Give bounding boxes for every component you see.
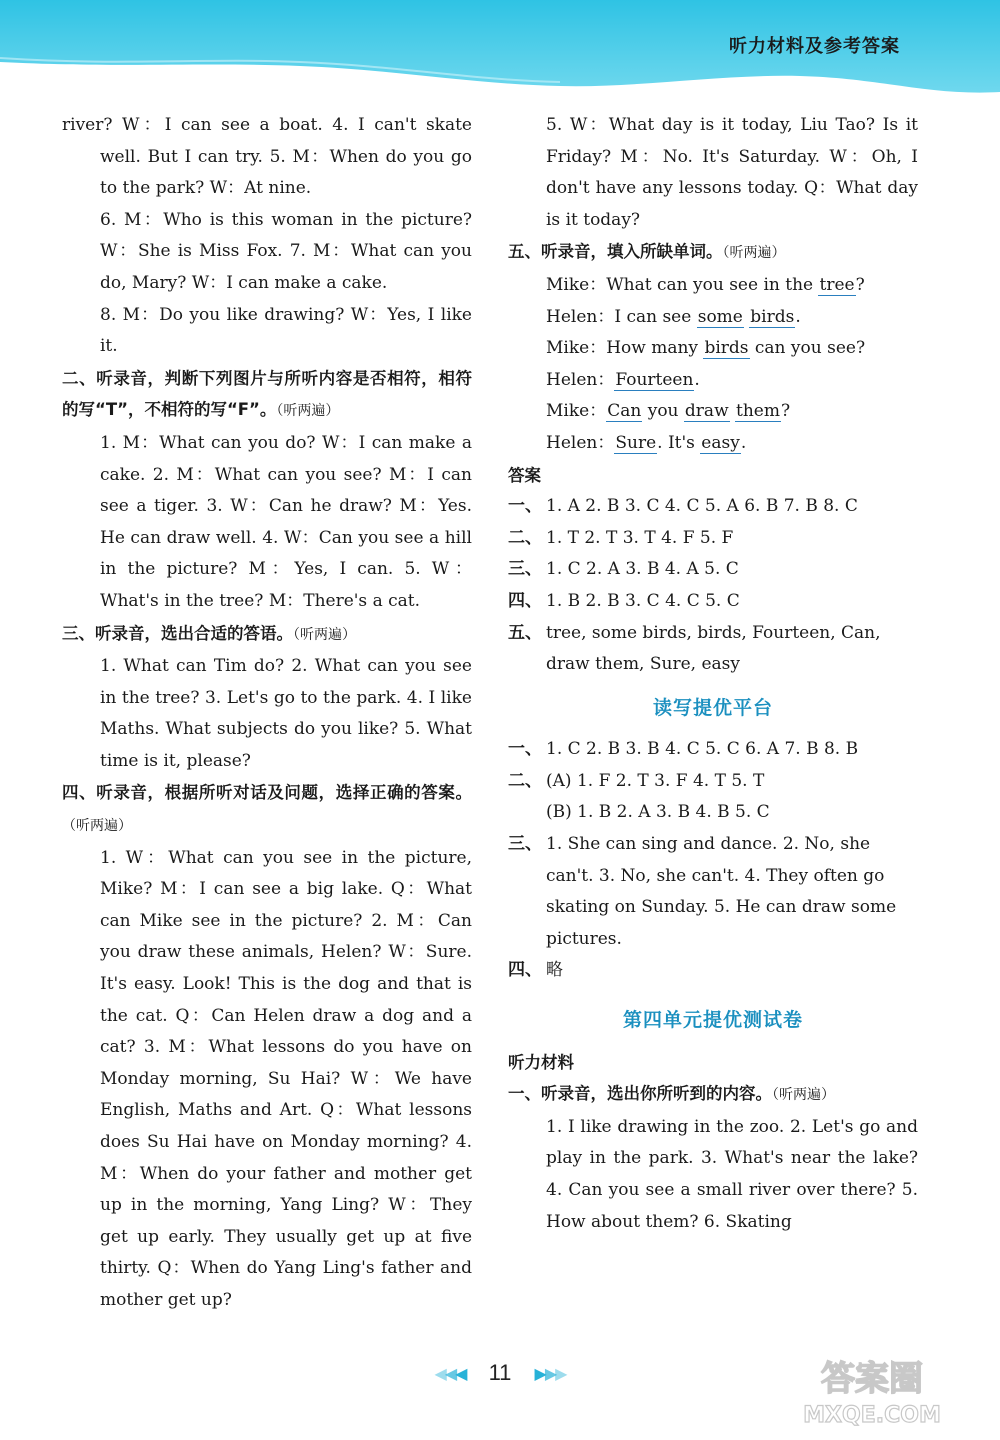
filled-blank: some [697, 306, 743, 327]
dialog-text: you [642, 401, 684, 422]
unit-section-1-title [508, 1078, 918, 1112]
dialog-line [508, 302, 918, 334]
section-3-title [62, 618, 472, 652]
section-3-note: （听两遍） [293, 626, 356, 643]
read-write-title: 读写提优平台 [652, 696, 773, 719]
answer-row [508, 554, 918, 586]
answer-text: 1. She can sing and dance. 2. No, she can't. 3. No, she can't. 4. They often go skating on Sunday. 5. He can draw some pictures. [546, 834, 897, 949]
answer-row [508, 618, 918, 681]
filled-blank: easy [701, 432, 740, 453]
dialog-text: Helen： [546, 369, 615, 390]
answer-text: 1. C 2. B 3. B 4. C 5. C 6. A 7. B 8. B [546, 739, 859, 760]
answer-text: 略 [546, 960, 563, 981]
dialog-text: can you see? [749, 338, 866, 359]
answer-row [508, 586, 918, 618]
section-2-title [62, 363, 472, 428]
dialog-line [508, 396, 918, 428]
read-write-answers [508, 734, 918, 987]
filled-blank: them [736, 401, 780, 422]
svg-text:答案圈: 答案圈 [821, 1359, 923, 1399]
read-write-answer-row [508, 829, 918, 955]
answer-text: (B) 1. B 2. A 3. B 4. B 5. C [546, 802, 770, 823]
section-2-title-text: 二、听录音，判断下列图片与所听内容是否相符，相符的写“T”，不相符的写“F”。 [62, 368, 472, 420]
section-4-title-text: 四、听录音，根据所听对话及问题，选择正确的答案。 [62, 783, 472, 803]
dialog-line [508, 365, 918, 397]
answer-text: 1. T 2. T 3. T 4. F 5. F [546, 527, 734, 548]
section-5-title-text: 五、听录音，填入所缺单词。 [508, 242, 723, 262]
section-3-title-text: 三、听录音，选出合适的答语。 [62, 623, 293, 643]
filled-blank: Fourteen [615, 369, 694, 390]
section-4-body: 1. W：What can you see in the picture, Mike? M：I can see a big lake. Q：What can Mike see in the picture? 2. M：Can you draw these animals, Helen? W：Sure. It's easy. Look! This is the dog and that is the cat. Q：Can Helen draw a dog and a cat? 3. M：What lessons do you have on Monday morning, Su Hai? W：We have English, Maths and Art. Q：What lessons does Su Hai have on Monday morning? 4. M：When do your father and mother get up in the morning, Yang Ling? W：They get up early. They usually get up at five thirty. Q：When do Yang Ling's father and mother get up? [100, 847, 472, 1310]
fill-in-dialog [508, 270, 918, 460]
dialog-text: . [740, 432, 747, 453]
dialog-line [508, 270, 918, 302]
answer-label [508, 797, 546, 829]
unit-test-title: 第四单元提优测试卷 [622, 1009, 803, 1032]
section-4-note: （听两遍） [62, 818, 132, 835]
right-continued-1: 5. W：What day is it today, Liu Tao? Is it Friday? M：No. It's Saturday. W：Oh, I don't have any lessons today. Q：What day is it today? [546, 115, 918, 230]
svg-text:MXQE.COM: MXQE.COM [803, 1403, 941, 1428]
header-title: 听力材料及参考答案 [729, 36, 900, 57]
prev-arrows-icon: ◀◀◀ [434, 1363, 466, 1383]
answer-label: 三、 [508, 559, 542, 580]
filled-blank: birds [750, 306, 795, 327]
answers-list [508, 491, 918, 681]
filled-blank: Can [607, 401, 642, 422]
dialog-text: Helen：I can see [546, 306, 697, 327]
filled-blank: tree [819, 274, 855, 295]
dialog-text: Helen： [546, 432, 615, 453]
answer-text: tree, some birds, birds, Fourteen, Can, draw them, Sure, easy [546, 622, 881, 675]
left-continued-3: 8. M：Do you like drawing? W：Yes, I like it. [100, 304, 472, 357]
answer-text: 1. B 2. B 3. C 4. C 5. C [546, 590, 740, 611]
answer-label: 三、 [508, 834, 542, 855]
left-column [62, 110, 472, 1317]
read-write-answer-row [508, 734, 918, 766]
answer-text: (A) 1. F 2. T 3. F 4. T 5. T [546, 770, 765, 791]
section-2-body: 1. M：What can you do? W：I can make a cake. 2. M：What can you see? M：I can see a tiger. 3. W：Can he draw? M：Yes. He can draw well. 4. W：Can you see a hill in the picture? M：Yes, I can. 5. W：What's in the tree? M：There's a cat. [100, 432, 472, 611]
next-arrows-icon: ▶▶▶ [534, 1363, 566, 1383]
answer-text: 1. C 2. A 3. B 4. A 5. C [546, 559, 739, 580]
answer-text: 1. A 2. B 3. C 4. C 5. A 6. B 7. B 8. C [546, 496, 858, 517]
left-continued-2: 6. M：Who is this woman in the picture? W：She is Miss Fox. 7. M：What can you do, Mary? W：I can make a cake. [100, 209, 472, 293]
listening-material-label: 听力材料 [508, 1052, 574, 1072]
left-continued-1: river? W：I can see a boat. 4. I can't skate well. But I can try. 5. M：When do you go to the park? W：At nine. [62, 115, 472, 199]
dialog-text: . [694, 369, 700, 390]
section-4-title [62, 777, 472, 842]
dialog-text: . It's [657, 432, 701, 453]
answer-label: 二、 [508, 770, 542, 791]
section-5-note: （听两遍） [722, 245, 786, 262]
read-write-answer-row [508, 766, 918, 798]
filled-blank: Sure [615, 432, 657, 453]
answer-label: 二、 [508, 527, 542, 548]
dialog-text: Mike：What can you see in the [546, 274, 819, 295]
answer-label: 四、 [508, 960, 542, 981]
unit-section-1-note: （听两遍） [772, 1087, 835, 1104]
answer-label: 一、 [508, 739, 542, 760]
dialog-text: Mike：How many [546, 338, 704, 359]
page-header [0, 0, 1000, 95]
unit-section-1-title-text: 一、听录音，选出你所听到的内容。 [508, 1084, 772, 1104]
dialog-line [508, 428, 918, 460]
filled-blank: draw [684, 401, 729, 422]
dialog-text: . [795, 306, 801, 327]
answer-label: 四、 [508, 590, 542, 611]
read-write-answer-row [508, 955, 918, 987]
read-write-answer-row [508, 797, 918, 829]
dialog-text: Mike： [546, 401, 607, 422]
answers-label: 答案 [508, 465, 541, 485]
answer-label: 一、 [508, 496, 542, 517]
dialog-text: ? [781, 401, 791, 422]
page-number: 11 [488, 1360, 512, 1385]
filled-blank: birds [704, 338, 749, 359]
section-3-body: 1. What can Tim do? 2. What can you see in the tree? 3. Let's go to the park. 4. I like Maths. What subjects do you like? 5. What time is it, please? [100, 656, 472, 771]
answer-row [508, 523, 918, 555]
answer-label: 五、 [508, 622, 542, 643]
answer-row [508, 491, 918, 523]
section-2-note: （听两遍） [276, 403, 340, 420]
section-5-title [508, 236, 918, 270]
unit-section-1-body: 1. I like drawing in the zoo. 2. Let's go and play in the park. 3. What's near the lake? 4. Can you see a small river over there? 5. How about them? 6. Skating [546, 1116, 918, 1232]
right-column [508, 110, 918, 1238]
watermark-logo [762, 1350, 982, 1430]
dialog-line [508, 333, 918, 365]
dialog-text: ? [855, 274, 865, 295]
